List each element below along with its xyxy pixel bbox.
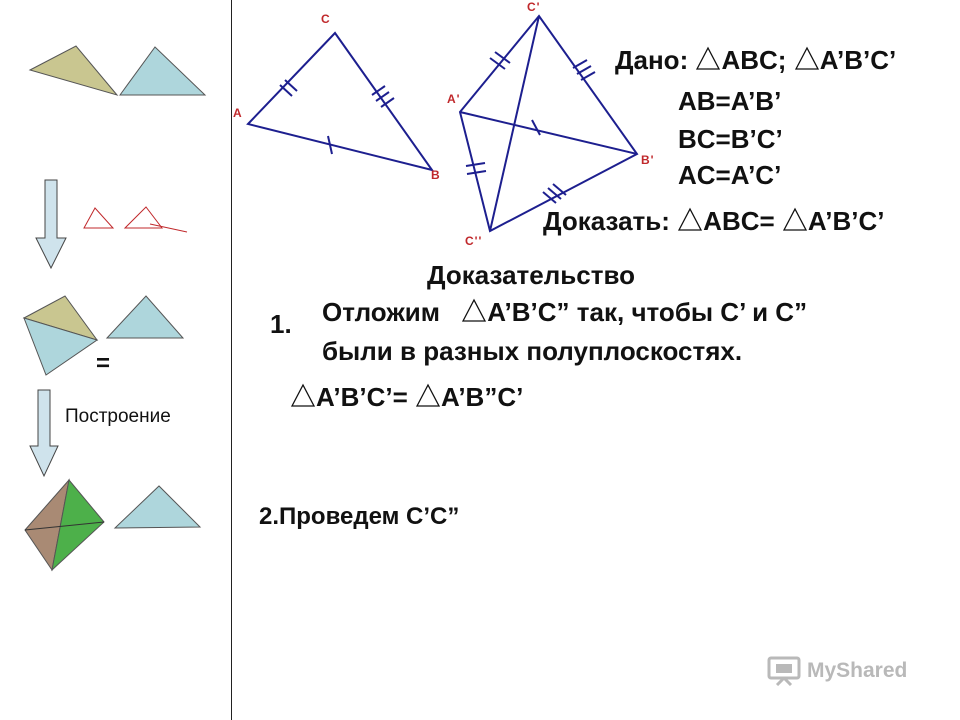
lightblue-triangle-bottom	[115, 486, 200, 528]
triangle-abc	[248, 33, 432, 170]
watermark-text: MyShared	[807, 659, 908, 682]
vertex-c-label: C	[321, 12, 331, 26]
small-red-triangle-2	[125, 207, 162, 228]
vertex-c-prime-label: C'	[527, 0, 541, 14]
down-arrow-icon-2	[30, 390, 58, 476]
vertex-c-double-prime-label: C''	[465, 234, 483, 248]
given-label: Дано:	[615, 45, 689, 75]
triangle-icon	[695, 45, 721, 71]
given-line	[615, 45, 896, 76]
step1-line2: были в разных полуплоскостях.	[322, 336, 743, 366]
triangle-icon	[415, 382, 441, 408]
step1-prefix: Отложим	[322, 297, 440, 327]
sidebar-figures	[0, 0, 231, 720]
down-arrow-icon-1	[36, 180, 66, 268]
given-triangle-1: ABC;	[721, 45, 787, 75]
given-eq-bc: BC=B’C’	[678, 124, 783, 154]
triangle-icon	[782, 206, 808, 232]
equals-sign: =	[96, 350, 111, 377]
given-triangle-2: A’B’C’	[819, 45, 897, 75]
construction-label: Построение	[65, 406, 171, 427]
prove-left: ABC=	[703, 206, 775, 236]
given-eq-ab: AB=A’B’	[678, 86, 782, 116]
lightblue-triangle-top	[120, 47, 205, 95]
step1-rest: так, чтобы С’ и С”	[576, 297, 808, 327]
proof-title: Доказательство	[427, 260, 635, 290]
prove-label: Доказать:	[543, 206, 670, 236]
vertex-a-prime-label: A'	[447, 92, 461, 106]
vertex-b-prime-label: B'	[641, 153, 655, 167]
step1-triangle: A’B’C”	[487, 297, 570, 327]
vertex-a-label: A	[233, 106, 243, 120]
step1-number: 1.	[270, 309, 292, 339]
equality-right: A’B”C’	[440, 382, 524, 412]
triangle-icon	[461, 297, 487, 323]
triangle-icon	[677, 206, 703, 232]
khaki-triangle	[30, 46, 117, 95]
watermark	[767, 656, 907, 686]
given-eq-ac: AC=A’C’	[678, 160, 782, 190]
prove-line	[543, 206, 885, 237]
small-red-triangle-1	[84, 208, 113, 228]
triangle-icon	[290, 382, 316, 408]
presentation-board-icon	[767, 656, 801, 686]
equality-left: A’B’C’=	[316, 382, 408, 412]
prove-right: A’B’C’	[807, 206, 885, 236]
triangle-icon	[794, 45, 820, 71]
vertex-b-label: B	[431, 168, 441, 182]
lightblue-triangle-mid	[107, 296, 183, 338]
step2-text: 2.Проведем С’С”	[259, 503, 460, 530]
step1-line1	[322, 297, 807, 328]
kite-figure	[460, 16, 637, 231]
triangle-equality	[290, 382, 523, 413]
